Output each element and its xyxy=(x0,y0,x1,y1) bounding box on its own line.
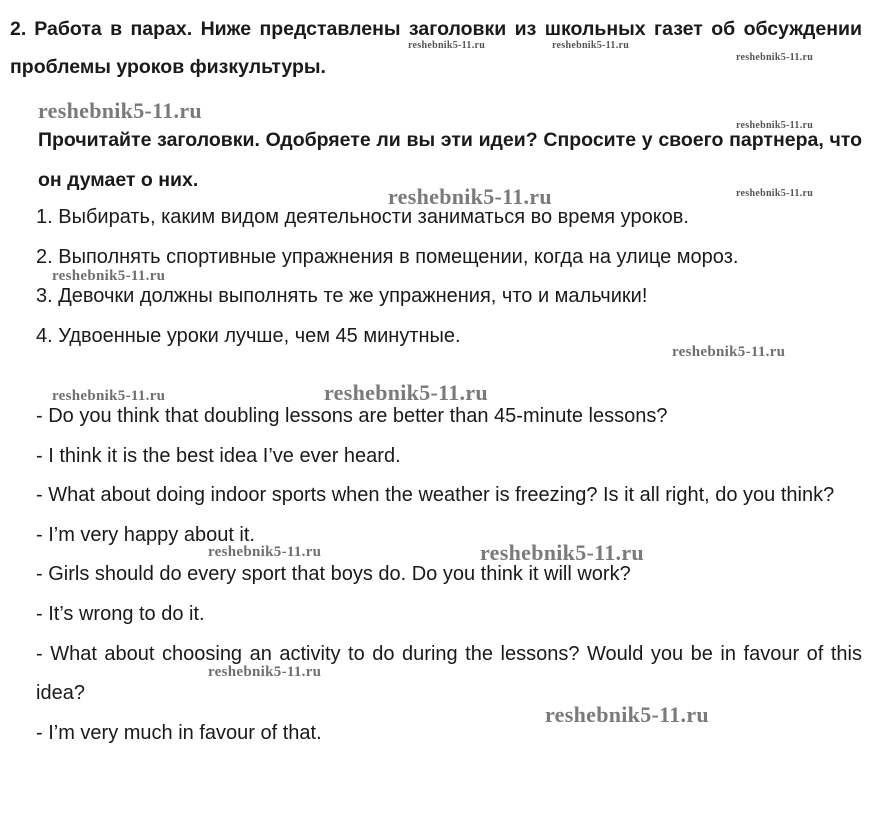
watermark: reshebnik5-11.ru xyxy=(736,52,814,63)
idea-item: 1. Выбирать, каким видом деятельности заниматься во время уроков. xyxy=(36,206,689,228)
watermark: reshebnik5-11.ru xyxy=(52,268,166,284)
dialogue-line: - Do you think that doubling lessons are better than 45-minute lessons? xyxy=(36,405,668,427)
idea-item: 2. Выполнять спортивные упражнения в помещении, когда на улице мороз. xyxy=(36,245,739,268)
dialogue-line: - What about doing indoor sports when the weather is freezing? Is it all right, do you think? xyxy=(36,484,835,507)
watermark: reshebnik5-11.ru xyxy=(38,98,202,123)
task-instruction: Прочитайте заголовки. Одобряете ли вы эти идеи? Спросите у своего партнера, что он думает о них. xyxy=(38,129,862,191)
watermark: reshebnik5-11.ru xyxy=(545,702,709,727)
dialogue-line: - I’m very happy about it. xyxy=(36,523,255,546)
dialogue xyxy=(36,397,862,753)
task-heading-text: Работа в парах. Ниже представлены заголовки из школьных газет об обсуждении проблемы уроков физкультуры. xyxy=(10,18,862,78)
dialogue-line: - I’m very much in favour of that. xyxy=(36,721,322,744)
watermark: reshebnik5-11.ru xyxy=(408,40,486,51)
watermark: reshebnik5-11.ru xyxy=(552,40,630,51)
dialogue-line: - What about choosing an activity to do during the lessons? Would you be in favour of this idea? xyxy=(36,642,862,705)
task-number: 2. xyxy=(10,18,27,40)
watermark: reshebnik5-11.ru xyxy=(736,120,814,131)
watermark: reshebnik5-11.ru xyxy=(324,380,488,405)
dialogue-line: - I think it is the best idea I’ve ever heard. xyxy=(36,444,401,467)
watermark: reshebnik5-11.ru xyxy=(672,344,786,360)
watermark: reshebnik5-11.ru xyxy=(52,388,166,404)
dialogue-line: - It’s wrong to do it. xyxy=(36,602,205,625)
watermark: reshebnik5-11.ru xyxy=(208,544,322,560)
dialogue-line: - Girls should do every sport that boys do. Do you think it will work? xyxy=(36,563,631,586)
idea-item: 3. Девочки должны выполнять те же упражнения, что и мальчики! xyxy=(36,285,648,307)
watermark: reshebnik5-11.ru xyxy=(736,188,814,199)
watermark: reshebnik5-11.ru xyxy=(208,664,322,680)
watermark: reshebnik5-11.ru xyxy=(480,540,644,565)
idea-item: 4. Удвоенные уроки лучше, чем 45 минутные. xyxy=(36,324,461,347)
watermark: reshebnik5-11.ru xyxy=(388,184,552,209)
